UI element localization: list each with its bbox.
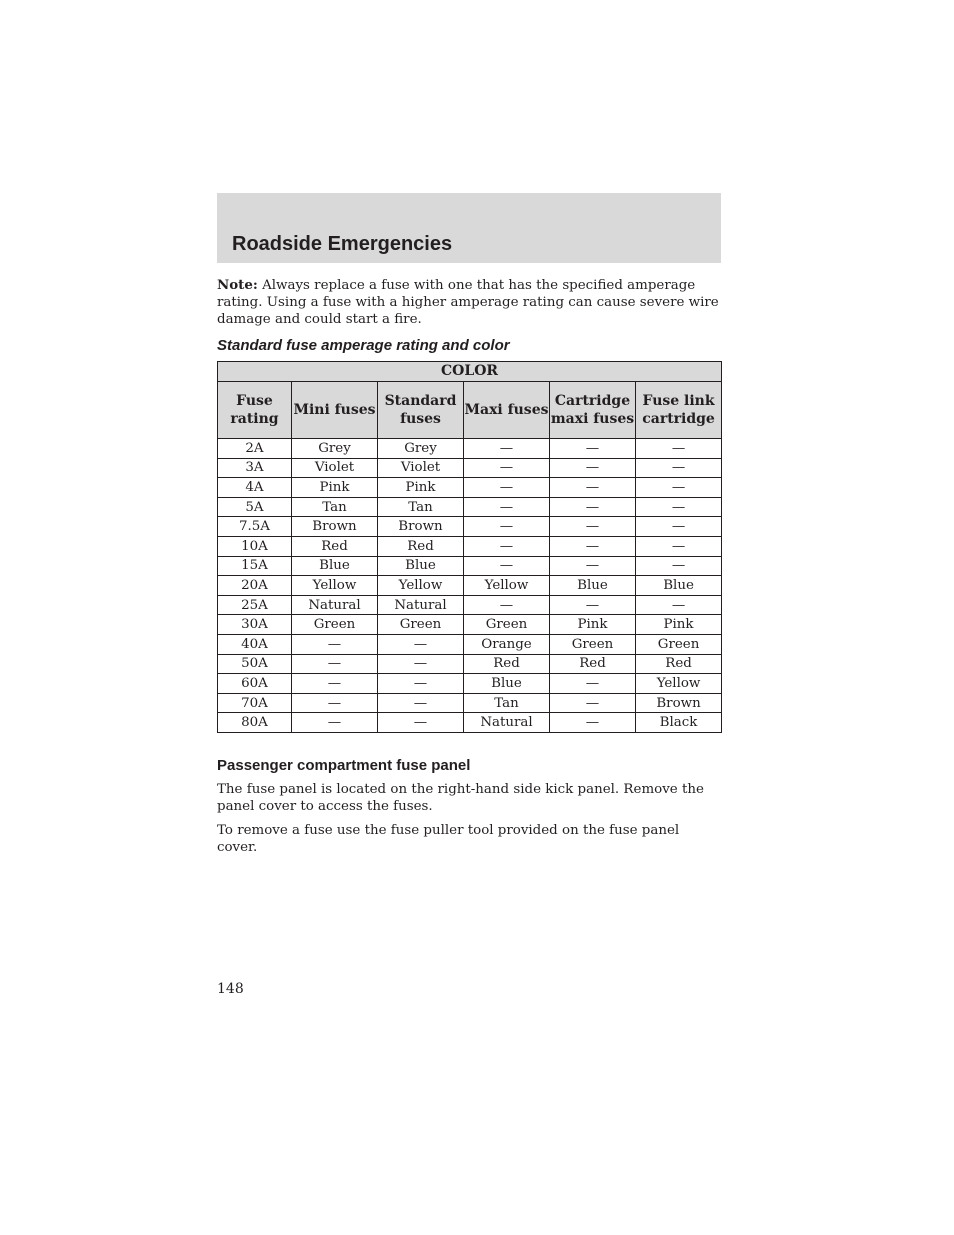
fuse-color-cell: Natural — [464, 713, 550, 733]
fuse-rating-cell: 7.5A — [218, 517, 292, 537]
column-header: Mini fuses — [292, 382, 378, 439]
fuse-color-cell: — — [292, 634, 378, 654]
fuse-color-cell: — — [550, 595, 636, 615]
fuse-color-cell: Red — [550, 654, 636, 674]
fuse-color-cell: — — [636, 556, 722, 576]
fuse-color-cell: Orange — [464, 634, 550, 654]
fuse-color-cell: — — [464, 517, 550, 537]
fuse-color-cell: Red — [292, 536, 378, 556]
column-header: Maxi fuses — [464, 382, 550, 439]
column-header: Fuse link cartridge — [636, 382, 722, 439]
fuse-color-table — [217, 361, 722, 733]
fuse-color-cell: Brown — [378, 517, 464, 537]
table-row — [218, 674, 722, 694]
table-row — [218, 536, 722, 556]
table-row — [218, 654, 722, 674]
column-header: Fuse rating — [218, 382, 292, 439]
fuse-rating-cell: 40A — [218, 634, 292, 654]
fuse-color-cell: — — [464, 439, 550, 459]
fuse-color-cell: — — [636, 497, 722, 517]
fuse-color-cell: Yellow — [636, 674, 722, 694]
fuse-color-cell: — — [292, 713, 378, 733]
fuse-color-cell: Blue — [464, 674, 550, 694]
page-number: 148 — [217, 981, 244, 997]
fuse-color-cell: Green — [550, 634, 636, 654]
fuse-color-cell: — — [292, 674, 378, 694]
fuse-color-cell: Pink — [292, 478, 378, 498]
fuse-rating-cell: 5A — [218, 497, 292, 517]
fuse-color-cell: Natural — [292, 595, 378, 615]
fuse-color-cell: — — [378, 674, 464, 694]
color-group-header: COLOR — [218, 362, 722, 382]
fuse-color-cell: Red — [636, 654, 722, 674]
fuse-color-cell: — — [550, 517, 636, 537]
fuse-color-cell: Violet — [292, 458, 378, 478]
fuse-color-cell: Red — [378, 536, 464, 556]
table-row — [218, 439, 722, 459]
fuse-color-cell: Pink — [636, 615, 722, 635]
fuse-color-cell: — — [550, 439, 636, 459]
fuse-color-cell: — — [550, 536, 636, 556]
note-label: Note: — [217, 277, 258, 293]
table-row — [218, 576, 722, 596]
fuse-rating-cell: 2A — [218, 439, 292, 459]
fuse-color-cell: Tan — [378, 497, 464, 517]
fuse-color-cell: Pink — [550, 615, 636, 635]
fuse-color-cell: — — [378, 634, 464, 654]
table-row — [218, 713, 722, 733]
fuse-rating-cell: 4A — [218, 478, 292, 498]
fuse-color-cell: Black — [636, 713, 722, 733]
fuse-color-cell: Green — [464, 615, 550, 635]
fuse-color-cell: Pink — [378, 478, 464, 498]
column-header: Cartridge maxi fuses — [550, 382, 636, 439]
column-header: Standard fuses — [378, 382, 464, 439]
section-title: Roadside Emergencies — [232, 233, 453, 255]
fuse-color-cell: Red — [464, 654, 550, 674]
fuse-color-cell: Yellow — [464, 576, 550, 596]
fuse-rating-cell: 3A — [218, 458, 292, 478]
table-row — [218, 517, 722, 537]
fuse-color-cell: — — [550, 478, 636, 498]
table-row — [218, 478, 722, 498]
fuse-color-cell: Green — [378, 615, 464, 635]
fuse-color-cell: Brown — [292, 517, 378, 537]
fuse-color-cell: — — [636, 439, 722, 459]
fuse-color-cell: — — [378, 693, 464, 713]
fuse-color-cell: — — [464, 595, 550, 615]
fuse-color-cell: — — [292, 693, 378, 713]
note-text: Always replace a fuse with one that has the specified amperage rating. Using a fuse with a higher amperage rating can cause severe wire damage and could start a fire. — [217, 278, 719, 327]
fuse-color-cell: — — [464, 556, 550, 576]
fuse-color-cell: Natural — [378, 595, 464, 615]
fuse-color-cell: Tan — [464, 693, 550, 713]
fuse-rating-cell: 60A — [218, 674, 292, 694]
fuse-rating-cell: 20A — [218, 576, 292, 596]
fuse-color-cell: Blue — [636, 576, 722, 596]
fuse-rating-cell: 70A — [218, 693, 292, 713]
fuse-color-cell: Yellow — [292, 576, 378, 596]
table-row — [218, 458, 722, 478]
fuse-color-cell: — — [636, 595, 722, 615]
fuse-color-cell: — — [378, 713, 464, 733]
fuse-color-cell: Blue — [550, 576, 636, 596]
fuse-color-cell: Yellow — [378, 576, 464, 596]
fuse-color-cell: — — [550, 556, 636, 576]
fuse-color-cell: Blue — [292, 556, 378, 576]
fuse-color-cell: Grey — [292, 439, 378, 459]
table-row — [218, 615, 722, 635]
fuse-color-cell: — — [636, 536, 722, 556]
table-row — [218, 634, 722, 654]
fuse-removal-paragraph: To remove a fuse use the fuse puller tool provided on the fuse panel cover. — [217, 823, 680, 855]
passenger-panel-heading: Passenger compartment fuse panel — [217, 757, 471, 774]
fuse-color-cell: — — [550, 674, 636, 694]
fuse-color-cell: Tan — [292, 497, 378, 517]
fuse-rating-cell: 50A — [218, 654, 292, 674]
fuse-color-cell: — — [550, 693, 636, 713]
fuse-color-cell: Blue — [378, 556, 464, 576]
section-header-band — [217, 193, 721, 263]
fuse-rating-cell: 25A — [218, 595, 292, 615]
fuse-color-cell: — — [550, 497, 636, 517]
fuse-color-cell: — — [464, 536, 550, 556]
fuse-rating-cell: 30A — [218, 615, 292, 635]
fuse-color-cell: Brown — [636, 693, 722, 713]
fuse-color-cell: Violet — [378, 458, 464, 478]
fuse-color-cell: Green — [292, 615, 378, 635]
passenger-panel-paragraph: The fuse panel is located on the right-hand side kick panel. Remove the panel cover to access the fuses. — [217, 782, 704, 814]
fuse-color-cell: — — [636, 458, 722, 478]
table-row — [218, 497, 722, 517]
fuse-table-heading: Standard fuse amperage rating and color — [217, 337, 510, 354]
fuse-color-cell: — — [292, 654, 378, 674]
fuse-color-cell: — — [550, 458, 636, 478]
fuse-color-cell: — — [378, 654, 464, 674]
fuse-color-cell: — — [464, 497, 550, 517]
table-row — [218, 595, 722, 615]
fuse-color-cell: — — [550, 713, 636, 733]
fuse-color-cell: Green — [636, 634, 722, 654]
fuse-rating-cell: 15A — [218, 556, 292, 576]
note-paragraph — [217, 277, 721, 328]
fuse-color-cell: Grey — [378, 439, 464, 459]
table-row — [218, 556, 722, 576]
fuse-color-cell: — — [636, 517, 722, 537]
fuse-color-cell: — — [636, 478, 722, 498]
fuse-color-cell: — — [464, 478, 550, 498]
fuse-color-cell: — — [464, 458, 550, 478]
table-row — [218, 693, 722, 713]
fuse-rating-cell: 80A — [218, 713, 292, 733]
fuse-rating-cell: 10A — [218, 536, 292, 556]
